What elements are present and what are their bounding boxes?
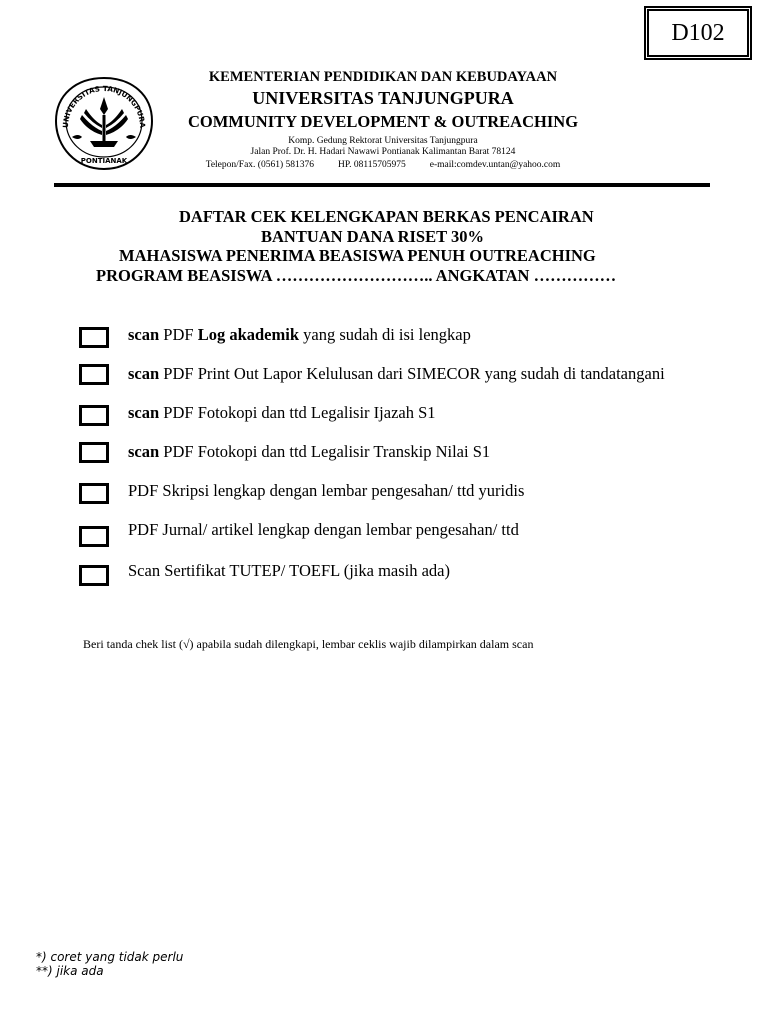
footnote-2: **) jika ada [36, 964, 104, 978]
checklist-item-label: scan PDF Log akademik yang sudah di isi lengkap [128, 325, 471, 344]
university-name: UNIVERSITAS TANJUNGPURA [252, 88, 514, 108]
address-line-1: Komp. Gedung Rektorat Universitas Tanjungpura [288, 136, 478, 146]
title-line-4: PROGRAM BEASISWA ……………………….. ANGKATAN …………… [96, 266, 617, 285]
logo-ring-top-text: UNIVERSITAS TANJUNGPURA [60, 83, 148, 129]
address-line-2: Jalan Prof. Dr. H. Hadari Nawawi Pontianak Kalimantan Barat 78124 [250, 147, 516, 157]
mobile-phone: HP. 08115705975 [338, 160, 406, 170]
checklist-item-label: scan PDF Fotokopi dan ttd Legalisir Ijazah S1 [128, 403, 436, 422]
document-code-box [644, 6, 752, 60]
checklist-item-label: PDF Skripsi lengkap dengan lembar pengesahan/ ttd yuridis [128, 481, 525, 500]
checklist-item-label: scan PDF Print Out Lapor Kelulusan dari SIMECOR yang sudah di tandatangani [128, 364, 665, 383]
checklist-item-label: scan PDF Fotokopi dan ttd Legalisir Transkip Nilai S1 [128, 442, 491, 461]
checkbox[interactable] [79, 327, 109, 348]
checkbox[interactable] [79, 483, 109, 504]
instruction-note: Beri tanda chek list (√) apabila sudah dilengkapi, lembar ceklis wajib dilampirkan dalam scan [83, 637, 534, 651]
checkbox[interactable] [79, 364, 109, 385]
checkbox[interactable] [79, 526, 109, 547]
phone-fax: Telepon/Fax. (0561) 581376 [205, 160, 314, 170]
checkbox[interactable] [79, 442, 109, 463]
logo-ring-bottom-text: PONTIANAK [80, 157, 128, 165]
email: e-mail:comdev.untan@yahoo.com [429, 160, 561, 170]
checklist-item-label: PDF Jurnal/ artikel lengkap dengan lembar pengesahan/ ttd [128, 520, 519, 539]
university-logo [52, 75, 156, 173]
footnote-1: *) coret yang tidak perlu [36, 950, 184, 964]
checklist-item-label: Scan Sertifikat TUTEP/ TOEFL (jika masih ada) [128, 561, 450, 580]
letterhead-divider [54, 183, 710, 187]
ministry-name: KEMENTERIAN PENDIDIKAN DAN KEBUDAYAAN [208, 69, 558, 85]
document-code: D102 [671, 19, 725, 46]
unit-name: COMMUNITY DEVELOPMENT & OUTREACHING [187, 112, 579, 131]
title-line-3: MAHASISWA PENERIMA BEASISWA PENUH OUTREACHING [119, 246, 596, 265]
contact-line [160, 160, 606, 170]
title-line-2: BANTUAN DANA RISET 30% [261, 227, 484, 246]
checkbox[interactable] [79, 565, 109, 586]
checkbox[interactable] [79, 405, 109, 426]
title-line-1: DAFTAR CEK KELENGKAPAN BERKAS PENCAIRAN [179, 207, 594, 226]
